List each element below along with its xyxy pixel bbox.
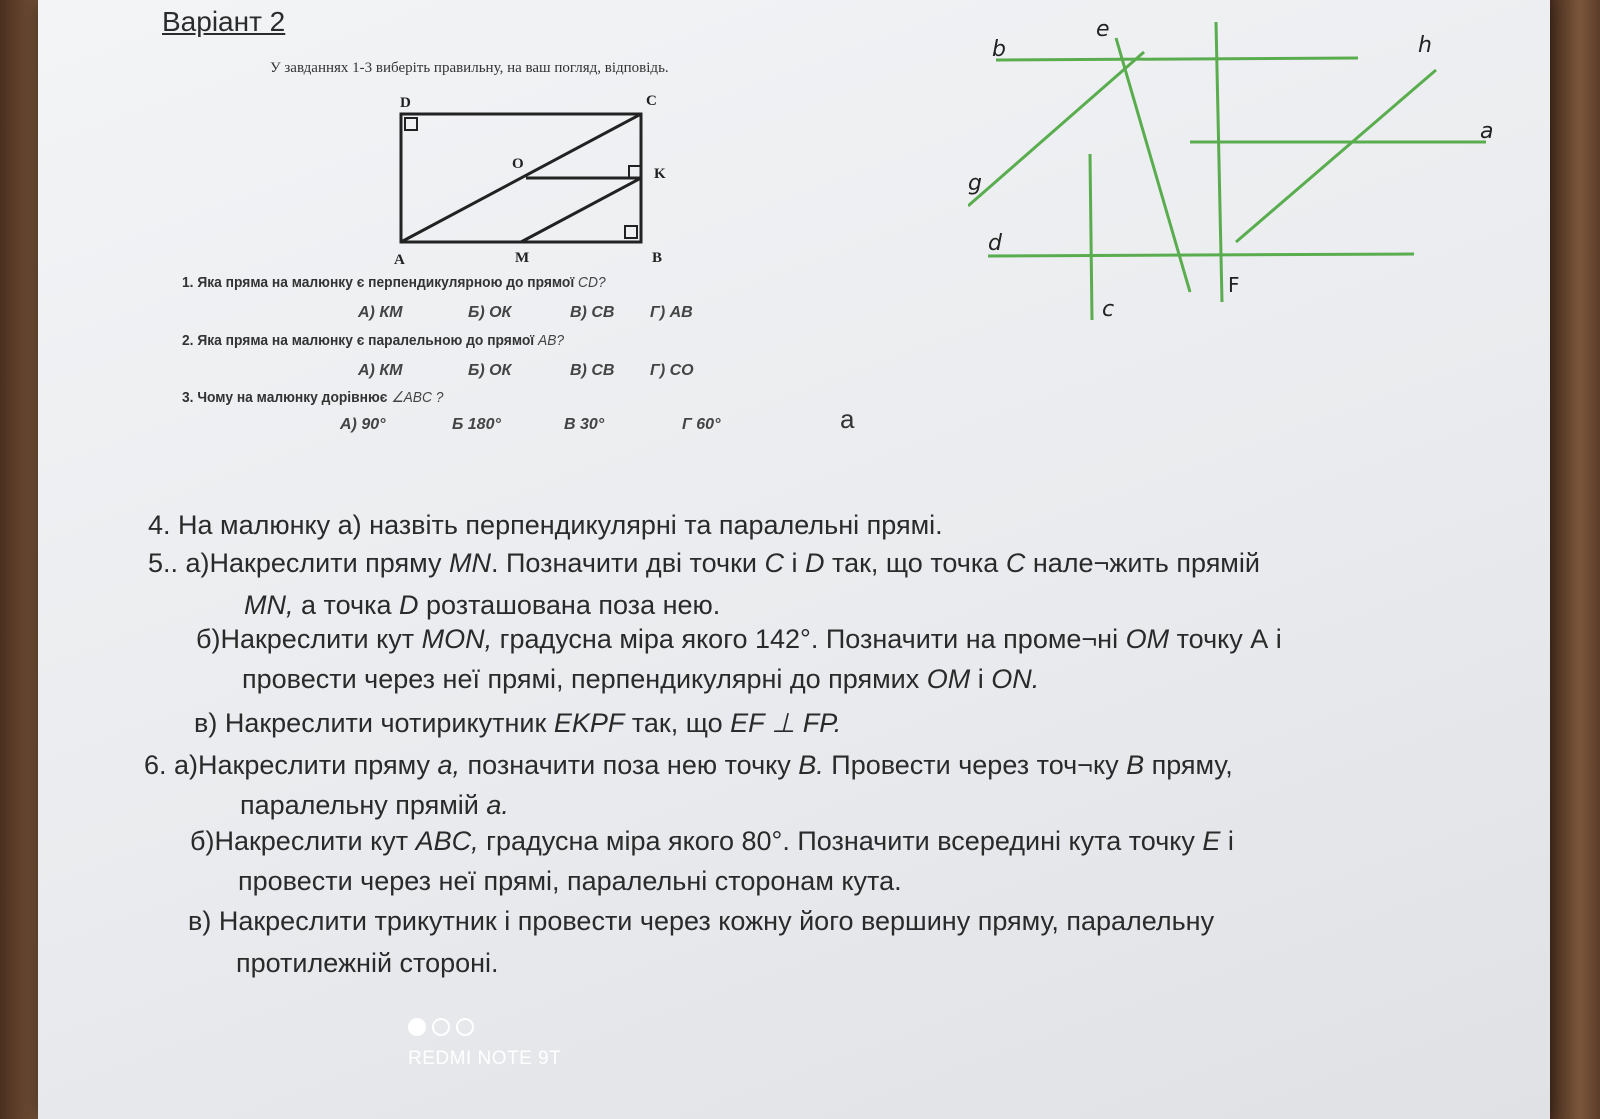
q2-option-c: В) СВ: [570, 362, 615, 379]
text: провести через неї прямі, перпендикулярні до прямих: [242, 664, 927, 694]
text: OM: [1125, 624, 1170, 654]
question-text: Яка пряма на малюнку є перпендикулярною до прямої: [197, 274, 575, 291]
label-line-d: d: [988, 231, 1002, 256]
right-angle-d: [405, 118, 417, 130]
label-a: A: [394, 252, 405, 268]
label-line-b: b: [992, 37, 1006, 62]
text: B.: [798, 750, 824, 780]
question-text: Яка пряма на малюнку є паралельною до прямої: [197, 332, 535, 349]
q2-option-a: А) КМ: [358, 362, 403, 379]
text: в) Накреслити чотирикутник: [194, 708, 554, 738]
question-1: [182, 274, 606, 291]
label-line-c: c: [1102, 297, 1115, 322]
text: EF ⊥ FP.: [730, 708, 842, 738]
segment-mk: [521, 178, 641, 242]
question-3: [182, 388, 443, 406]
task-6b-line-2: провести через неї прямі, паралельні сторонам кута.: [238, 866, 902, 896]
question-number: 2.: [182, 332, 194, 349]
camera-watermark-dots: [408, 1018, 480, 1041]
label-d: D: [400, 95, 411, 111]
label-line-a: a: [1480, 119, 1494, 144]
text: Провести через точ¬ку: [823, 750, 1127, 780]
text: D: [805, 548, 825, 578]
text: ON.: [991, 664, 1040, 694]
q1-option-c: В) СВ: [570, 304, 615, 321]
text: C: [1005, 548, 1026, 578]
text: і: [970, 664, 992, 694]
variant-title: Варіант 2: [162, 6, 286, 37]
q1-option-a: А) КМ: [358, 304, 403, 321]
task-5b-line-2: [242, 664, 1039, 695]
text: MN,: [244, 590, 294, 620]
task-5c: [194, 708, 841, 739]
task-5a-line-1: [148, 548, 1260, 579]
right-angle-b: [625, 226, 637, 238]
q3-option-b: Б 180°: [452, 416, 501, 433]
text: розташована поза нею.: [418, 590, 721, 620]
text: і: [1220, 826, 1234, 856]
text: позначити поза нею точку: [460, 750, 799, 780]
text: EKPF: [553, 708, 625, 738]
text: D: [399, 590, 419, 620]
line-d: [988, 254, 1414, 256]
text: градусна міра якого 80°. Позначити всередині кута точку: [478, 826, 1203, 856]
question-2: [182, 332, 564, 349]
q3-option-c: В 30°: [564, 416, 605, 433]
text: нале¬жить прямій: [1025, 548, 1260, 578]
label-c: C: [646, 93, 657, 109]
watermark-dot: [432, 1018, 450, 1036]
text: 5.. а)Накреслити пряму: [148, 548, 449, 578]
text: паралельну прямій: [240, 790, 487, 820]
q3-option-d: Г 60°: [682, 416, 721, 433]
text: пряму,: [1144, 750, 1233, 780]
instruction-text: У завданнях 1-3 виберіть правильну, на ваш погляд, відповідь.: [270, 60, 669, 76]
label-point-f: F: [1228, 273, 1240, 297]
text: E: [1202, 826, 1221, 856]
task-6c-line-1: в) Накреслити трикутник і провести через кожну його вершину пряму, паралельну: [188, 906, 1215, 936]
task-5b-line-1: [196, 624, 1282, 655]
right-angle-k: [629, 166, 641, 178]
text: MON,: [421, 624, 493, 654]
label-b: B: [652, 250, 663, 266]
task-6a-line-1: [144, 750, 1233, 781]
text: і: [783, 548, 805, 578]
question-handwritten: CD?: [578, 274, 606, 291]
label-m: M: [515, 250, 530, 266]
task-4: 4. На малюнку а) назвіть перпендикулярні та паралельні прямі.: [148, 510, 943, 540]
task-5a-line-2: [244, 590, 720, 621]
question-handwritten: АВ?: [538, 332, 565, 349]
text: 6. а)Накреслити пряму: [144, 750, 438, 780]
figure-caption: a: [840, 404, 855, 434]
label-line-g: g: [968, 171, 982, 196]
text: так, що: [624, 708, 731, 738]
label-k: K: [654, 166, 666, 182]
label-o: O: [512, 156, 524, 172]
q2-option-d: Г) СО: [650, 362, 694, 379]
line-f-vertical: [1216, 22, 1222, 302]
watermark-dot-filled: [408, 1018, 426, 1036]
line-h: [1236, 70, 1436, 242]
text: б)Накреслити кут: [190, 826, 416, 856]
text: а точка: [293, 590, 399, 620]
text: a,: [437, 750, 461, 780]
text: B: [1126, 750, 1145, 780]
table-surface-right: [1550, 0, 1600, 1119]
line-g: [968, 52, 1144, 206]
question-handwritten: ∠ABC ?: [391, 389, 444, 406]
line-c: [1090, 154, 1092, 320]
label-line-e: e: [1096, 17, 1110, 42]
text: C: [764, 548, 784, 578]
text: . Позначити дві точки: [491, 548, 765, 578]
q3-option-a: А) 90°: [340, 416, 386, 433]
text: точку А і: [1169, 624, 1282, 654]
question-number: 3.: [182, 389, 194, 406]
q2-option-b: Б) ОК: [468, 362, 512, 379]
q1-option-b: Б) ОК: [468, 304, 512, 321]
question-number: 1.: [182, 274, 194, 291]
camera-watermark-brand: REDMI NOTE 9T: [408, 1048, 562, 1069]
text: MN: [449, 548, 491, 578]
text: градусна міра якого 142°. Позначити на проме¬ні: [492, 624, 1126, 654]
q1-option-d: Г) АВ: [650, 304, 693, 321]
text: ABC,: [415, 826, 479, 856]
task-6b-line-1: [190, 826, 1234, 857]
line-b: [996, 58, 1358, 60]
label-line-h: h: [1418, 33, 1432, 58]
rectangle-figure: [378, 88, 698, 273]
task-6a-line-2: [240, 790, 509, 821]
text: б)Накреслити кут: [196, 624, 422, 654]
text: OM: [926, 664, 971, 694]
task-6c-line-2: протилежній стороні.: [236, 948, 499, 978]
text: a.: [486, 790, 509, 820]
question-text: Чому на малюнку дорівнює: [197, 389, 388, 406]
lines-figure: [968, 10, 1548, 330]
worksheet: [38, 0, 1550, 1119]
watermark-dot: [456, 1018, 474, 1036]
text: так, що точка: [824, 548, 1006, 578]
